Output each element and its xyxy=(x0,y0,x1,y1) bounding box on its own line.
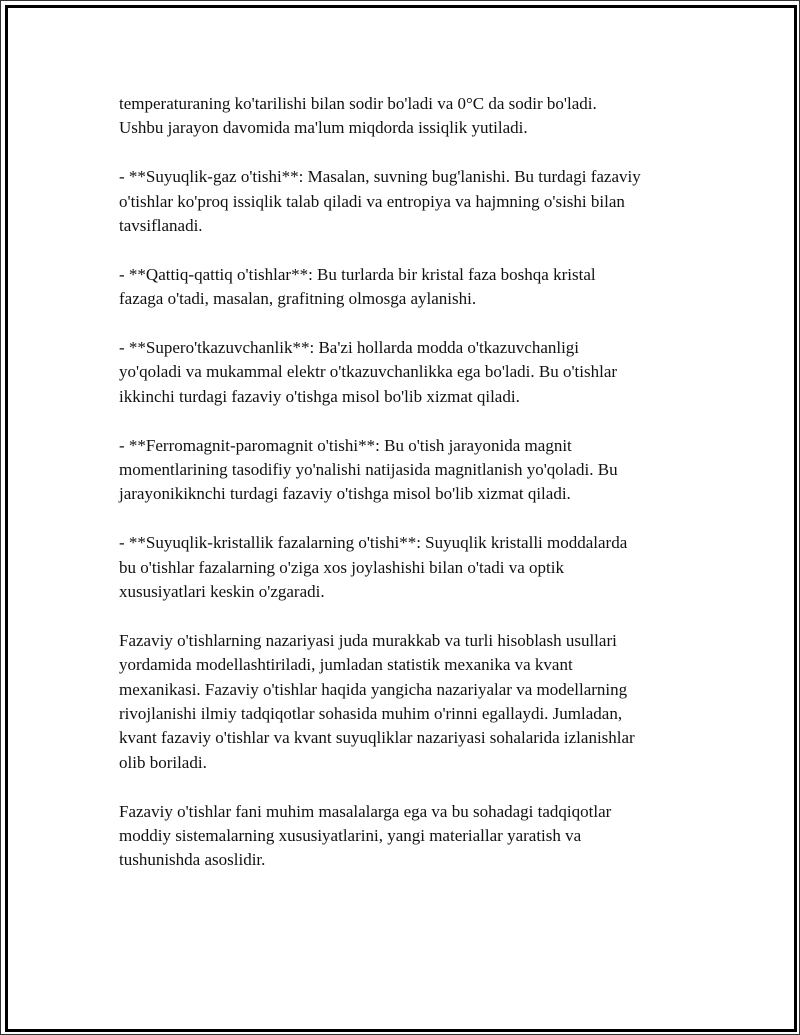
text-line: moddiy sistemalarning xususiyatlarini, yangi materiallar yaratish va xyxy=(119,826,582,846)
text-line: mexanikasi. Fazaviy o'tishlar haqida yangicha nazariyalar va modellarning xyxy=(119,679,628,699)
text-line: kvant fazaviy o'tishlar va kvant suyuqliklar nazariyasi sohalarida izlanishlar xyxy=(119,728,635,748)
text-line: olib boriladi. xyxy=(119,752,207,772)
text-line: - **Suyuqlik-kristallik fazalarning o'tishi**: Suyuqlik kristalli moddalarda xyxy=(119,533,628,553)
text-line: o'tishlar ko'proq issiqlik talab qiladi va entropiya va hajmning o'sishi bilan xyxy=(119,191,625,211)
text-line: ikkinchi turdagi fazaviy o'tishga misol bo'lib xizmat qiladi. xyxy=(119,386,520,406)
text-line: - **Supero'tkazuvchanlik**: Ba'zi hollarda modda o'tkazuvchanligi xyxy=(119,338,580,358)
text-line: Fazaviy o'tishlarning nazariyasi juda murakkab va turli hisoblash usullari xyxy=(119,630,617,650)
text-line: Fazaviy o'tishlar fani muhim masalalarga ega va bu sohadagi tadqiqotlar xyxy=(119,801,612,821)
text-line: - **Qattiq-qattiq o'tishlar**: Bu turlarda bir kristal faza boshqa kristal xyxy=(119,264,596,284)
text-line: yordamida modellashtiriladi, jumladan statistik mexanika va kvant xyxy=(119,655,573,675)
text-line: jarayonikiknchi turdagi fazaviy o'tishga misol bo'lib xizmat qiladi. xyxy=(119,484,571,504)
list-item-ferromagnetic-transition xyxy=(119,434,719,507)
list-item-superconductivity xyxy=(119,336,719,409)
text-line: - **Ferromagnit-paromagnit o'tishi**: Bu o'tish jarayonida magnit xyxy=(119,435,572,455)
text-line: fazaga o'tadi, masalan, grafitning olmosga aylanishi. xyxy=(119,289,477,309)
text-line: Ushbu jarayon davomida ma'lum miqdorda issiqlik yutiladi. xyxy=(119,118,528,138)
text-line: momentlarining tasodifiy yo'nalishi natijasida magnitlanish yo'qoladi. Bu xyxy=(119,460,618,480)
document-body xyxy=(119,92,719,897)
paragraph-ice-melting-continued xyxy=(119,92,719,141)
text-line: rivojlanishi ilmiy tadqiqotlar sohasida muhim o'rinni egallaydi. Jumladan, xyxy=(119,704,623,724)
text-line: tavsiflanadi. xyxy=(119,216,203,236)
text-line: xususiyatlari keskin o'zgaradi. xyxy=(119,582,325,602)
list-item-liquid-crystal-transition xyxy=(119,531,719,604)
paragraph-conclusion xyxy=(119,800,719,873)
list-item-solid-solid-transition xyxy=(119,263,719,312)
list-item-liquid-gas-transition xyxy=(119,165,719,238)
text-line: - **Suyuqlik-gaz o'tishi**: Masalan, suvning bug'lanishi. Bu turdagi fazaviy xyxy=(119,167,641,187)
text-line: yo'qoladi va mukammal elektr o'tkazuvchanlikka ega bo'ladi. Bu o'tishlar xyxy=(119,362,618,382)
text-line: temperaturaning ko'tarilishi bilan sodir bo'ladi va 0°C da sodir bo'ladi. xyxy=(119,94,597,113)
text-line: bu o'tishlar fazalarning o'ziga xos joylashishi bilan o'tadi va optik xyxy=(119,557,564,577)
text-line: tushunishda asoslidir. xyxy=(119,850,266,870)
paragraph-theory xyxy=(119,629,719,775)
